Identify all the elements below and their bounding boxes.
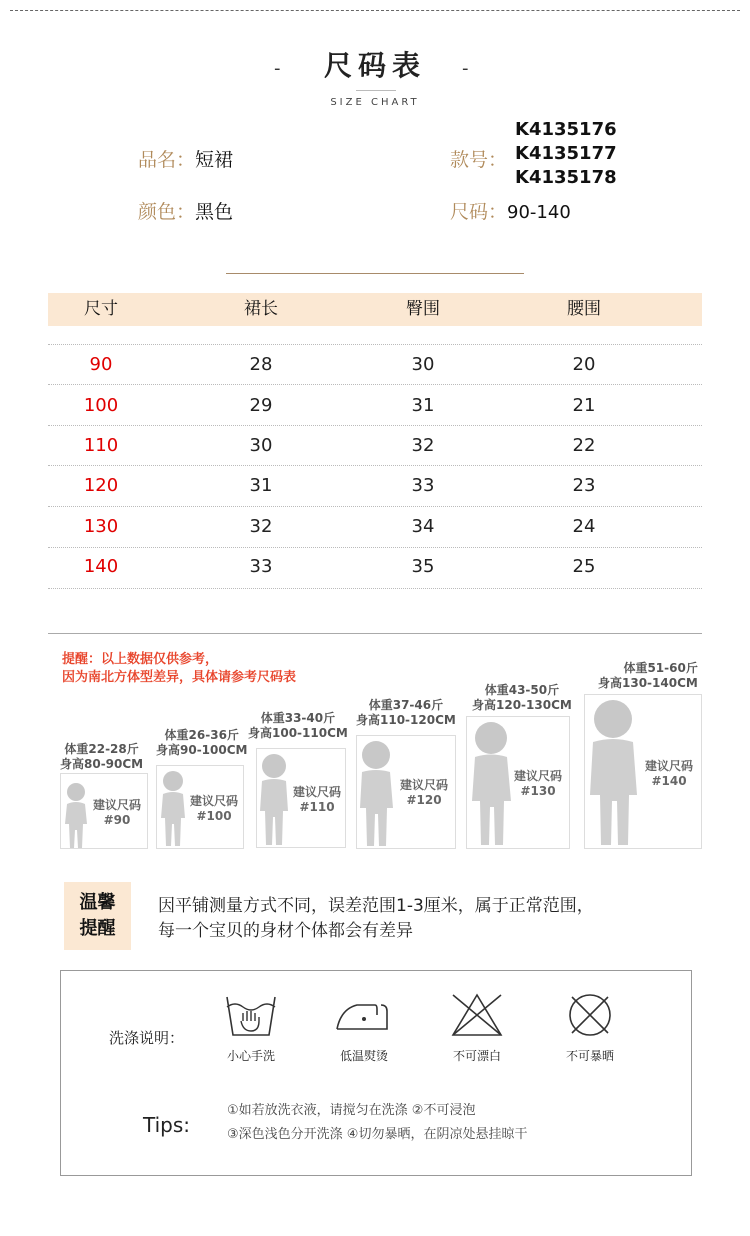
title-left-dash: - <box>274 58 281 79</box>
care-label: 低温熨烫 <box>339 1049 388 1063</box>
guide-weight: 体重43-50斤 <box>484 683 560 697</box>
guide-recommend <box>183 794 245 824</box>
care-label: 不可暴晒 <box>565 1049 614 1063</box>
product-name-label: 品名： <box>138 149 196 171</box>
guide-recommend-size: #90 <box>103 813 131 827</box>
warm-tip-badge <box>64 882 131 950</box>
guide-recommend-label: 建议尺码 <box>189 794 238 808</box>
size-guide-label <box>356 698 456 728</box>
cell-waist: 24 <box>572 516 596 537</box>
section-divider <box>48 633 702 634</box>
care-instructions-box <box>60 970 692 1176</box>
size-guide-card <box>256 748 346 848</box>
size-guide-card <box>60 773 148 849</box>
product-code-item: K4135178 <box>515 167 617 188</box>
guide-recommend-size: #130 <box>520 784 556 798</box>
guide-recommend-label: 建议尺码 <box>92 798 141 812</box>
product-color-value: 黑色 <box>195 201 234 223</box>
size-guide-label <box>156 728 247 758</box>
product-color <box>138 197 233 224</box>
cell-skirt-length: 28 <box>249 354 273 375</box>
reminder-line: 因为南北方体型差异，具体请参考尺码表 <box>62 670 297 685</box>
header-waist: 腰围 <box>567 299 601 319</box>
guide-height: 身高110-120CM <box>356 713 456 727</box>
cell-size: 140 <box>83 556 119 577</box>
tips-text <box>227 1099 527 1147</box>
cell-hip: 30 <box>411 354 435 375</box>
tips-label: Tips: <box>143 1113 191 1137</box>
product-size-value: 90-140 <box>507 202 571 223</box>
care-label: 小心手洗 <box>226 1049 275 1063</box>
reminder-line: 提醒：以上数据仅供参考， <box>62 652 219 667</box>
cell-hip: 32 <box>411 435 435 456</box>
table-row <box>48 507 702 547</box>
size-guide-label <box>598 661 698 691</box>
table-row <box>48 547 702 587</box>
warm-tip-line: 每一个宝贝的身材个体都会有差异 <box>158 921 413 941</box>
cell-skirt-length: 29 <box>249 395 273 416</box>
page-subtitle: SIZE CHART <box>330 97 420 108</box>
cell-size: 110 <box>83 435 119 456</box>
warm-tip-badge-line: 温馨 <box>79 892 116 913</box>
guide-weight: 体重51-60斤 <box>623 661 698 675</box>
cell-hip: 34 <box>411 516 435 537</box>
cell-waist: 25 <box>572 556 596 577</box>
table-row <box>48 386 702 426</box>
cell-waist: 21 <box>572 395 596 416</box>
guide-height: 身高80-90CM <box>60 757 144 771</box>
care-item-hand-wash <box>206 991 296 1064</box>
guide-weight: 体重26-36斤 <box>164 728 239 742</box>
guide-height: 身高100-110CM <box>248 726 348 740</box>
title-row <box>0 44 750 84</box>
hand-wash-icon <box>223 991 279 1039</box>
size-guide-card <box>356 735 456 849</box>
guide-weight: 体重22-28斤 <box>64 742 139 756</box>
warm-tip-badge-line: 提醒 <box>79 918 116 939</box>
header-size: 尺寸 <box>84 299 118 319</box>
cell-hip: 35 <box>411 556 435 577</box>
care-item-no-sun-dry <box>545 991 635 1064</box>
tips-line: ①如若放洗衣液，请搅匀在洗涤 ②不可浸泡 <box>227 1103 476 1118</box>
product-name-value: 短裙 <box>195 149 234 171</box>
guide-height: 身高130-140CM <box>598 676 698 690</box>
no-sun-dry-icon <box>564 991 616 1039</box>
cell-hip: 33 <box>411 475 435 496</box>
care-title: 洗涤说明： <box>109 1029 185 1047</box>
cell-skirt-length: 33 <box>249 556 273 577</box>
cell-hip: 31 <box>411 395 435 416</box>
cell-waist: 23 <box>572 475 596 496</box>
low-iron-icon <box>331 991 397 1039</box>
cell-skirt-length: 32 <box>249 516 273 537</box>
product-color-label: 颜色： <box>138 201 196 223</box>
product-code <box>450 145 507 172</box>
header-hip: 臀围 <box>406 299 440 319</box>
guide-weight: 体重33-40斤 <box>260 711 336 725</box>
guide-recommend <box>87 798 147 828</box>
guide-recommend-label: 建议尺码 <box>292 785 341 799</box>
guide-recommend <box>637 759 701 789</box>
child-silhouette-icon <box>357 738 397 848</box>
table-row <box>48 345 702 385</box>
product-size-label: 尺码： <box>450 201 508 223</box>
reference-reminder <box>62 651 296 687</box>
cell-size: 130 <box>83 516 119 537</box>
header-skirt-length: 裙长 <box>244 299 278 319</box>
guide-recommend <box>287 785 347 815</box>
size-guide-card <box>156 765 244 849</box>
product-code-list <box>515 118 617 190</box>
size-guide-label <box>472 683 572 713</box>
warm-tip-line: 因平铺测量方式不同，误差范围1-3厘米，属于正常范围， <box>158 896 594 916</box>
product-code-item: K4135176 <box>515 119 617 140</box>
guide-recommend-size: #140 <box>651 774 687 788</box>
cell-size: 120 <box>83 475 119 496</box>
guide-recommend-label: 建议尺码 <box>644 759 693 773</box>
tips-line: ③深色浅色分开洗涤 ④切勿暴晒，在阴凉处悬挂晾干 <box>227 1127 528 1142</box>
page-title: 尺码表 <box>323 49 426 82</box>
guide-weight: 体重37-46斤 <box>368 698 444 712</box>
product-size-range <box>450 197 571 224</box>
guide-recommend-label: 建议尺码 <box>513 769 562 783</box>
cell-waist: 22 <box>572 435 596 456</box>
section-divider <box>226 273 524 274</box>
row-divider <box>48 384 702 385</box>
product-code-item: K4135177 <box>515 143 617 164</box>
size-guide-label <box>248 711 348 741</box>
size-guide-card <box>584 694 702 849</box>
guide-height: 身高90-100CM <box>156 743 248 757</box>
product-name <box>138 145 233 172</box>
cell-waist: 20 <box>572 354 596 375</box>
guide-recommend-size: #110 <box>299 800 335 814</box>
title-underline <box>356 90 396 91</box>
child-silhouette-icon <box>257 751 291 847</box>
product-code-label: 款号： <box>450 149 508 171</box>
cell-size: 90 <box>89 354 113 375</box>
care-item-no-bleach <box>432 991 522 1064</box>
table-row <box>48 466 702 506</box>
guide-recommend <box>507 769 569 799</box>
care-label: 不可漂白 <box>452 1049 501 1063</box>
guide-recommend <box>393 778 455 808</box>
warm-tip-text <box>158 894 594 944</box>
size-guide-label <box>60 742 143 772</box>
guide-recommend-size: #100 <box>196 809 232 823</box>
size-guide-card <box>466 716 570 849</box>
care-item-low-iron <box>319 991 409 1064</box>
top-dashed-divider <box>10 10 740 11</box>
size-table-header <box>48 293 702 326</box>
row-divider <box>48 588 702 589</box>
child-silhouette-icon <box>587 697 641 847</box>
guide-recommend-size: #120 <box>406 793 442 807</box>
guide-height: 身高120-130CM <box>472 698 572 712</box>
title-right-dash: - <box>462 58 469 79</box>
no-bleach-icon <box>449 991 505 1039</box>
cell-size: 100 <box>83 395 119 416</box>
cell-skirt-length: 31 <box>249 475 273 496</box>
cell-skirt-length: 30 <box>249 435 273 456</box>
guide-recommend-label: 建议尺码 <box>399 778 448 792</box>
table-row <box>48 426 702 466</box>
